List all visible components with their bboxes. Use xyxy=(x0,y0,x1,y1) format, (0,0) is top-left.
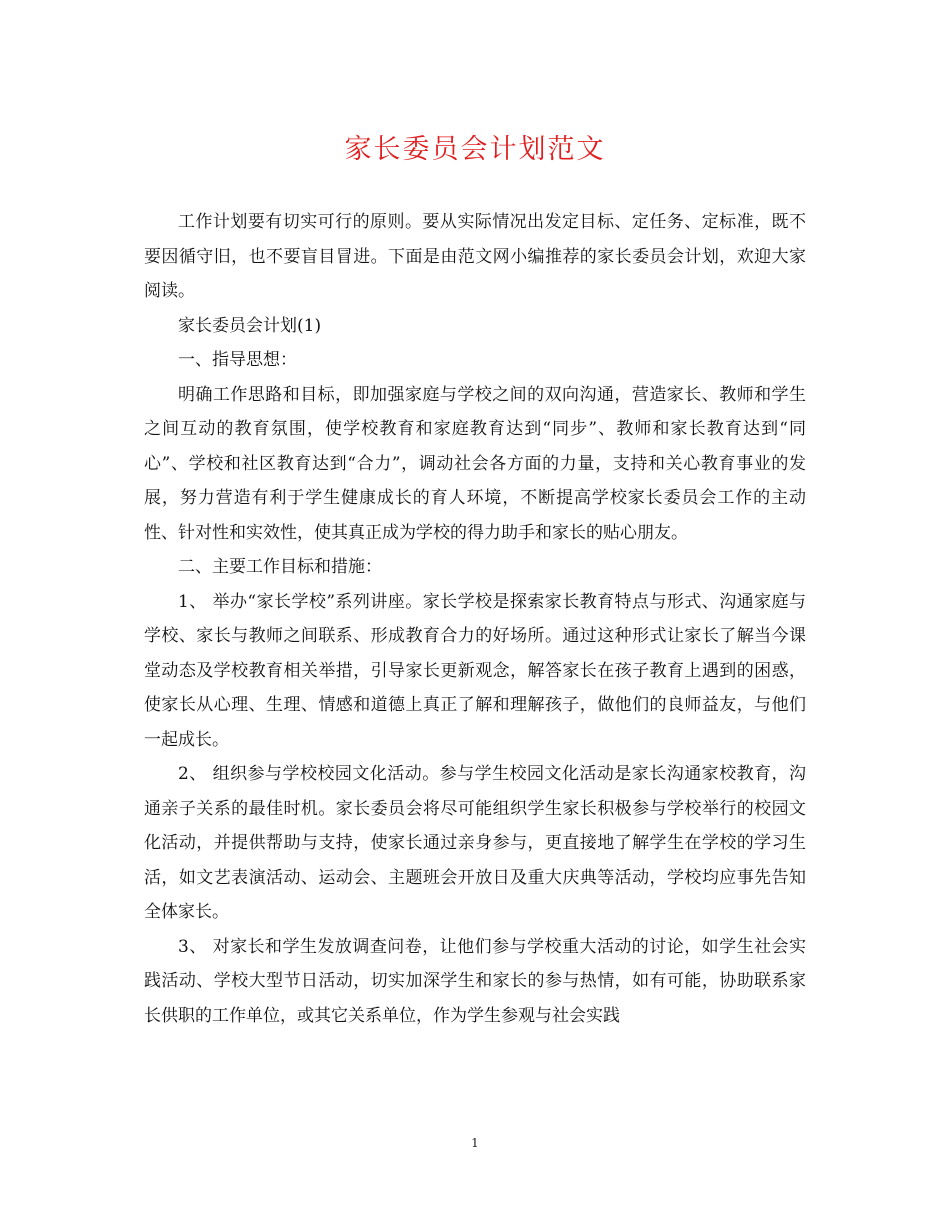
section-heading-guiding-thought: 一、指导思想： xyxy=(178,350,297,370)
measure-item-1: 1、 举办“家长学校”系列讲座。家长学校是探索家长教育特点与形式、沟通家庭与学校、家长与教师之间联系、形成教育合力的好场所。通过这种形式让家长了解当今课堂动态及学校教育相关举措，引导家长更新观念，解答家长在孩子教育上遇到的困惑，使家长从心理、生理、情感和道德上真正了解和理解孩子，做他们的良师益友，与他们一起成长。 xyxy=(144,591,806,750)
guiding-thought-paragraph: 明确工作思路和目标，即加强家庭与学校之间的双向沟通，营造家长、教师和学生之间互动的教育氛围，使学校教育和家庭教育达到“同步”、教师和家长教育达到“同心”、学校和社区教育达到“合力”，调动社会各方面的力量，支持和关心教育事业的发展，努力营造有利于学生健康成长的育人环境，不断提高学校家长委员会工作的主动性、针对性和实效性，使其真正成为学校的得力助手和家长的贴心朋友。 xyxy=(144,384,806,543)
document-body xyxy=(144,205,806,1033)
page-number: 1 xyxy=(471,1136,479,1150)
measure-item-3: 3、 对家长和学生发放调查问卷，让他们参与学校重大活动的讨论，如学生社会实践活动、学校大型节日活动，切实加深学生和家长的参与热情，如有可能，协助联系家长供职的工作单位，或其它关系单位，作为学生参观与社会实践 xyxy=(144,936,806,1026)
section-heading-goals-measures: 二、主要工作目标和措施： xyxy=(178,557,382,577)
measure-item-2: 2、 组织参与学校校园文化活动。参与学生校园文化活动是家长沟通家校教育，沟通亲子关系的最佳时机。家长委员会将尽可能组织学生家长积极参与学校举行的校园文化活动，并提供帮助与支持，使家长通过亲身参与，更直接地了解学生在学校的学习生活，如文艺表演活动、运动会、主题班会开放日及重大庆典等活动，学校均应事先告知全体家长。 xyxy=(144,764,806,922)
document-title: 家长委员会计划范文 xyxy=(344,134,606,165)
intro-paragraph: 工作计划要有切实可行的原则。要从实际情况出发定目标、定任务、定标准，既不要因循守旧，也不要盲目冒进。下面是由范文网小编推荐的家长委员会计划，欢迎大家阅读。 xyxy=(144,212,806,301)
section-heading-plan-1: 家长委员会计划(1) xyxy=(178,315,322,336)
